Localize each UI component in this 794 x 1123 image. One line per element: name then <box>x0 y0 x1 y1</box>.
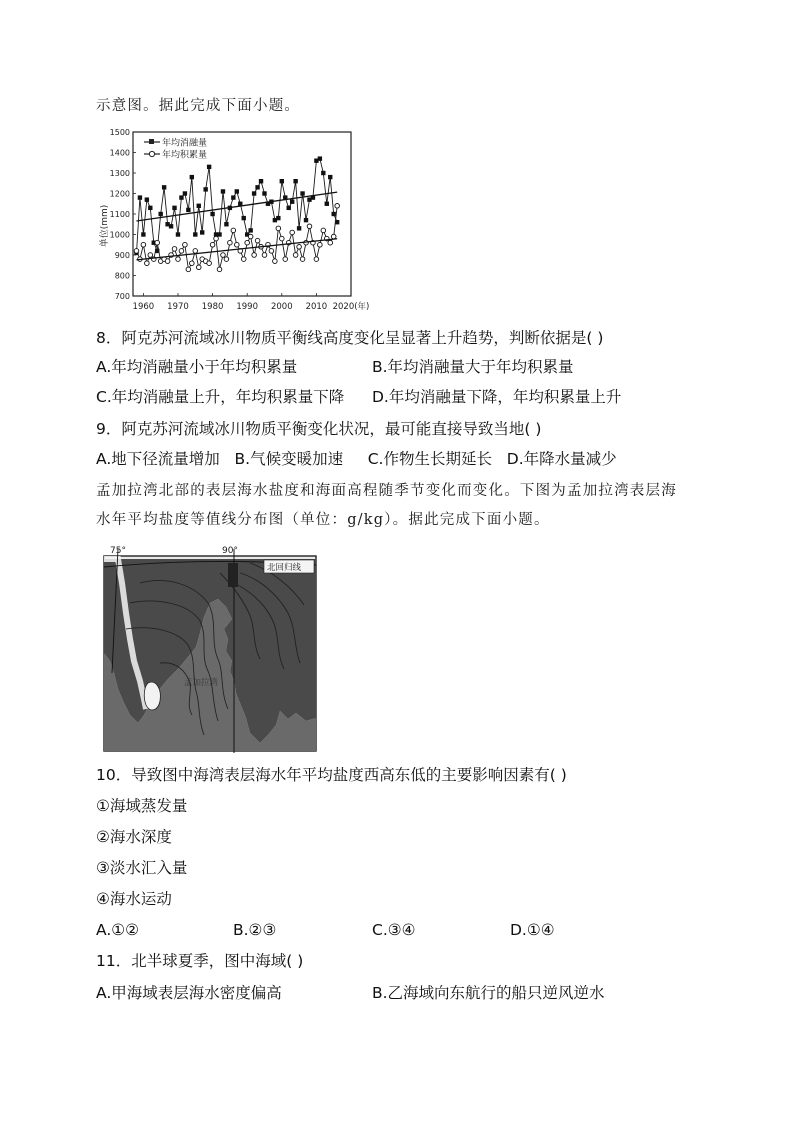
accumulation-point <box>172 247 177 252</box>
accumulation-point <box>314 257 319 262</box>
ablation-point <box>325 202 329 206</box>
ablation-point <box>169 224 173 228</box>
ablation-accumulation-chart <box>98 128 370 316</box>
ablation-point <box>138 195 142 199</box>
ablation-point <box>176 232 180 236</box>
ablation-point <box>203 187 207 191</box>
passage-line-2: 水年平均盐度等值线分布图（单位：g/kg）。据此完成下面小题。 <box>96 512 550 528</box>
ablation-point <box>287 206 291 210</box>
passage-line-1: 孟加拉湾北部的表层海水盐度和海面高程随季节变化而变化。下图为孟加拉湾表层海 <box>96 483 677 499</box>
accumulation-point <box>321 228 326 233</box>
x-tick-label: 1980 <box>201 302 224 312</box>
accumulation-point <box>262 253 267 258</box>
accumulation-point <box>217 267 222 272</box>
q10-option-c[interactable]: C.③④ <box>372 921 416 939</box>
ablation-point <box>217 232 221 236</box>
ablation-point <box>162 185 166 189</box>
accumulation-point <box>196 265 201 270</box>
q8-option-d[interactable]: D.年均消融量下降，年均积累量上升 <box>372 388 622 406</box>
q11-stem: 11．北半球夏季，图中海域( ) <box>96 952 304 970</box>
accumulation-point <box>241 257 246 262</box>
q9-stem: 9．阿克苏河流域冰川物质平衡变化状况，最可能直接导致当地( ) <box>96 420 542 438</box>
accumulation-point <box>183 242 188 247</box>
accumulation-point <box>148 253 153 258</box>
accumulation-point <box>165 259 170 264</box>
ablation-point <box>141 232 145 236</box>
accumulation-point <box>300 257 305 262</box>
q10-option-d[interactable]: D.①④ <box>510 921 555 939</box>
accumulation-point <box>331 234 336 239</box>
accumulation-point <box>214 236 219 241</box>
ablation-point <box>207 165 211 169</box>
x-tick-label: 1990 <box>236 302 259 312</box>
ablation-point <box>248 228 252 232</box>
accumulation-point <box>290 230 295 235</box>
q11-option-b[interactable]: B.乙海域向东航行的船只逆风逆水 <box>372 984 605 1002</box>
q8-stem: 8．阿克苏河流域冰川物质平衡线高度变化呈显著上升趋势，判断依据是( ) <box>96 329 604 347</box>
legend-ablation: 年均消融量 <box>162 138 208 149</box>
ablation-point <box>224 222 228 226</box>
y-axis-label: 单位(mm) <box>100 204 110 248</box>
ablation-point <box>331 212 335 216</box>
ablation-point <box>276 216 280 220</box>
accumulation-point <box>207 261 212 266</box>
accumulation-point <box>228 240 233 245</box>
ablation-point <box>186 208 190 212</box>
y-tick-label: 900 <box>114 251 130 260</box>
accumulation-point <box>221 253 226 258</box>
ablation-point <box>290 200 294 204</box>
ablation-point <box>318 156 322 160</box>
accumulation-point <box>269 249 274 254</box>
tropic-label: 北回归线 <box>267 563 302 573</box>
ablation-point <box>252 191 256 195</box>
q10-option-b[interactable]: B.②③ <box>233 921 277 939</box>
ablation-point <box>193 232 197 236</box>
ablation-point <box>200 230 204 234</box>
ablation-point <box>183 191 187 195</box>
y-tick-label: 1200 <box>109 189 130 199</box>
sea-label: 孟加拉湾 <box>184 678 219 688</box>
accumulation-point <box>318 242 323 247</box>
ablation-point <box>242 216 246 220</box>
ablation-point <box>221 189 225 193</box>
lon-75-label: 75° <box>110 546 126 556</box>
accumulation-point <box>210 242 215 247</box>
accumulation-point <box>255 238 260 243</box>
y-tick-label: 1100 <box>109 210 130 219</box>
q8-option-c[interactable]: C.年均消融量上升，年均积累量下降 <box>96 388 345 406</box>
y-tick-label: 800 <box>114 271 130 281</box>
legend-accumulation: 年均积累量 <box>162 150 208 161</box>
accumulation-point <box>283 257 288 262</box>
ablation-point <box>280 179 284 183</box>
accumulation-point <box>231 228 236 233</box>
ablation-point <box>190 175 194 179</box>
intro-text: 示意图。据此完成下面小题。 <box>96 98 301 114</box>
accumulation-point <box>186 267 191 272</box>
x-tick-label: 2000 <box>270 302 293 312</box>
ablation-point <box>231 195 235 199</box>
accumulation-point <box>328 240 333 245</box>
y-tick-label: 1000 <box>109 230 130 240</box>
ablation-point <box>172 206 176 210</box>
accumulation-point <box>279 236 284 241</box>
accumulation-point <box>145 261 150 266</box>
q10-item-2: ②海水深度 <box>96 828 172 846</box>
q10-stem: 10．导致图中海湾表层海水年平均盐度西高东低的主要影响因素有( ) <box>96 766 567 784</box>
accumulation-point <box>307 224 312 229</box>
ablation-point <box>259 179 263 183</box>
accumulation-point <box>276 226 281 231</box>
ablation-point <box>297 226 301 230</box>
ablation-point <box>300 191 304 195</box>
ablation-point <box>321 171 325 175</box>
accumulation-point <box>235 242 240 247</box>
accumulation-point <box>293 253 298 258</box>
q8-option-a[interactable]: A.年均消融量小于年均积累量 <box>96 358 298 376</box>
x-tick-label: 1970 <box>167 302 189 312</box>
bay-of-bengal-salinity-map <box>100 543 322 753</box>
accumulation-point <box>176 257 181 262</box>
accumulation-point <box>134 249 139 254</box>
ablation-point <box>293 179 297 183</box>
island <box>144 682 160 710</box>
x-tick-label: 2010 <box>305 302 328 312</box>
y-tick-label: 1500 <box>109 128 130 137</box>
accumulation-point <box>248 234 253 239</box>
x-tick-label: 2020(年) <box>332 302 370 312</box>
ablation-point <box>179 195 183 199</box>
accumulation-point <box>245 240 250 245</box>
ablation-point <box>235 189 239 193</box>
accumulation-point <box>190 261 195 266</box>
accumulation-point <box>335 204 340 209</box>
q10-item-4: ④海水运动 <box>96 890 172 908</box>
accumulation-point <box>224 257 229 262</box>
ablation-point <box>197 204 201 208</box>
accumulation-point <box>193 249 198 254</box>
ablation-point <box>210 212 214 216</box>
accumulation-point <box>273 259 278 264</box>
q10-item-3: ③淡水汇入量 <box>96 859 188 877</box>
ablation-point <box>148 206 152 210</box>
y-tick-label: 1300 <box>109 169 130 178</box>
x-tick-label: 1960 <box>132 302 155 312</box>
q10-item-1: ①海域蒸发量 <box>96 797 188 815</box>
ablation-point <box>158 212 162 216</box>
accumulation-point <box>141 242 146 247</box>
y-tick-label: 1400 <box>109 148 130 158</box>
ablation-point <box>145 197 149 201</box>
lon-90-label: 90° <box>222 546 238 556</box>
ablation-point <box>328 175 332 179</box>
accumulation-point <box>252 253 257 258</box>
accumulation-point <box>155 240 160 245</box>
q9-options[interactable]: A.地下径流量增加 B.气候变暖加速 C.作物生长期延长 D.年降水量减少 <box>96 450 617 468</box>
ablation-point <box>262 191 266 195</box>
ablation-point <box>304 218 308 222</box>
q10-option-a[interactable]: A.①② <box>96 921 140 939</box>
y-tick-label: 700 <box>114 292 130 301</box>
q11-option-a[interactable]: A.甲海域表层海水密度偏高 <box>96 984 282 1002</box>
accumulation-point <box>179 249 184 254</box>
accumulation-point <box>297 245 302 250</box>
q8-option-b[interactable]: B.年均消融量大于年均积累量 <box>372 358 574 376</box>
ablation-point <box>255 185 259 189</box>
